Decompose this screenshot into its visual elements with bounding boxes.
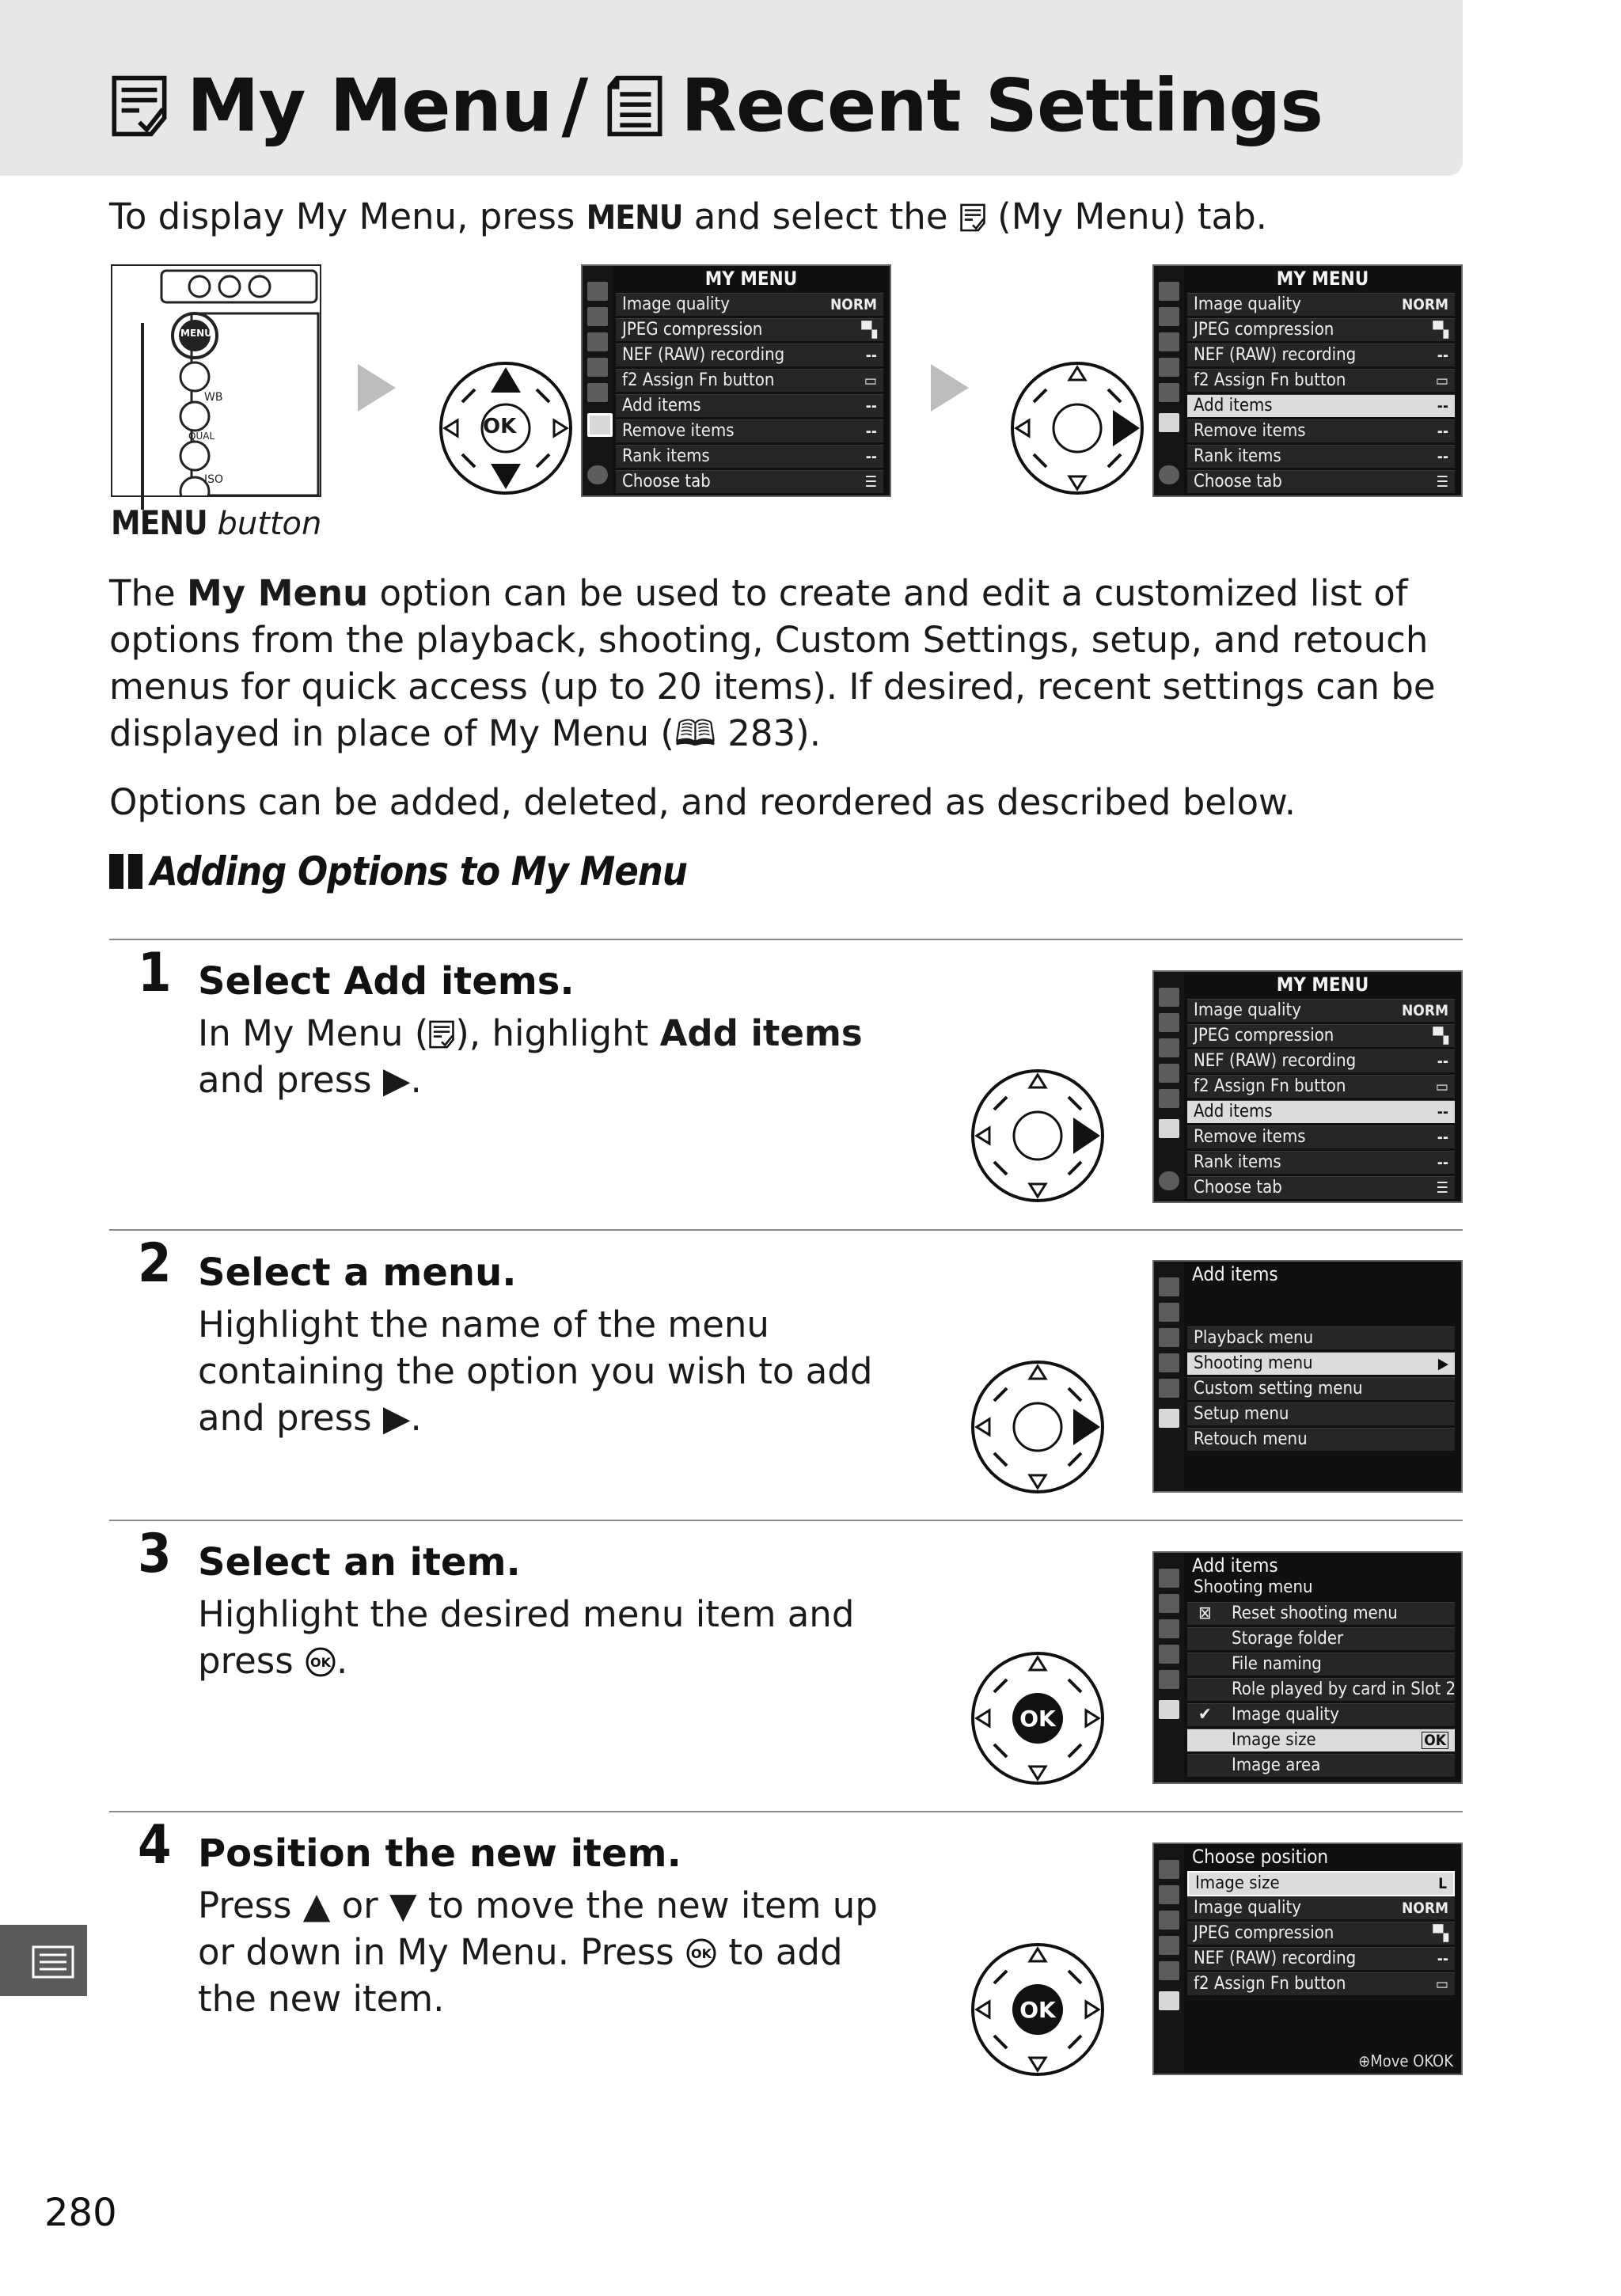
svg-text:OK: OK xyxy=(691,1946,712,1961)
ok-button-icon xyxy=(685,1937,717,1969)
my-menu-icon xyxy=(109,74,169,139)
page-title xyxy=(109,63,1323,148)
lcd-row: Image area xyxy=(1187,1754,1455,1777)
lcd-row: Add items -- xyxy=(616,394,883,417)
lcd-subtitle: Shooting menu xyxy=(1194,1577,1313,1597)
lcd-row: File naming xyxy=(1187,1653,1455,1676)
title-my-menu: My Menu xyxy=(187,63,552,148)
lcd-row: ✔ Image quality xyxy=(1187,1703,1455,1726)
lcd-row: f2 Assign Fn button ▭ xyxy=(616,369,883,392)
lcd-row: Rank items -- xyxy=(1187,445,1455,468)
lcd-title: MY MENU xyxy=(1276,268,1369,290)
lcd-tab-strip xyxy=(1154,972,1184,1201)
lcd-row-highlighted: Add items -- xyxy=(1187,1100,1455,1123)
lcd-row: NEF (RAW) recording -- xyxy=(1187,1049,1455,1072)
lcd-row: JPEG compression ▝▚ xyxy=(1187,318,1455,341)
lcd-row-highlighted: Image size L xyxy=(1187,1871,1455,1896)
step-description: Highlight the name of the menu containing the option you wish to add and press ▶. xyxy=(198,1304,873,1439)
lcd-row: Setup menu xyxy=(1187,1402,1455,1425)
step-number: 4 xyxy=(138,1814,172,1877)
title-separator: / xyxy=(561,63,588,148)
my-menu-tab-icon xyxy=(959,202,986,233)
lcd-row: ⊠ Reset shooting menu xyxy=(1187,1602,1455,1625)
lcd-row: f2 Assign Fn button ▭ xyxy=(1187,1075,1455,1098)
paragraph-options: Options can be added, deleted, and reordered as described below. xyxy=(109,781,1296,823)
lcd-tab-strip xyxy=(1154,1262,1184,1491)
multi-selector-right xyxy=(970,1068,1105,1203)
my-menu-tab-icon xyxy=(428,1019,455,1050)
lcd-row: f2 Assign Fn button ▭ xyxy=(1187,369,1455,392)
lcd-row-highlighted: Image size OK xyxy=(1187,1729,1455,1751)
chapter-tab xyxy=(0,1925,87,1996)
lcd-row: JPEG compression ▝▚ xyxy=(1187,1024,1455,1047)
section-marker-icon xyxy=(109,854,144,889)
lcd-row: Retouch menu xyxy=(1187,1428,1455,1451)
page-number: 280 xyxy=(44,2191,117,2235)
lcd-tab-strip xyxy=(1154,1844,1184,2074)
lcd-tab-strip xyxy=(1154,266,1184,495)
camera-button-iso: ISO xyxy=(204,473,224,486)
sequence-arrow-1 xyxy=(358,364,396,412)
camera-button-wb: WB xyxy=(204,391,223,404)
multi-selector-ok xyxy=(970,1651,1105,1786)
lcd-row: Choose tab ☰ xyxy=(616,470,883,493)
step-title: Select Add items. xyxy=(198,959,575,1004)
lcd-row: Playback menu xyxy=(1187,1326,1455,1349)
lcd-my-menu-1 xyxy=(581,264,891,497)
lcd-row: Image quality NORM xyxy=(1187,1896,1455,1919)
step-number: 3 xyxy=(138,1523,172,1585)
lcd-row-highlighted: Add items -- xyxy=(1187,394,1455,417)
step-title: Select an item. xyxy=(198,1540,521,1584)
step-number: 1 xyxy=(138,942,172,1004)
lcd-row: f2 Assign Fn button ▭ xyxy=(1187,1972,1455,1995)
step-divider xyxy=(109,1229,1463,1231)
step-divider xyxy=(109,1811,1463,1812)
lcd-footer: ⊕Move OKOK xyxy=(1358,2051,1453,2070)
selector-ok-label: OK xyxy=(483,415,517,438)
lcd-row: NEF (RAW) recording -- xyxy=(1187,1947,1455,1970)
lcd-row: Image quality NORM xyxy=(1187,293,1455,316)
step-number: 2 xyxy=(138,1232,172,1295)
lcd-step4-choose-position: Choose position Image size L Image quality NORM JPEG compression ▝▚ NEF (RAW) recording -- f2 Assign Fn button ▭ ⊕Move OKOK xyxy=(1152,1842,1463,2075)
intro-text: To display My Menu, press MENU and select the (My Menu) tab. xyxy=(109,195,1267,237)
lcd-title: MY MENU xyxy=(704,268,798,290)
lcd-step1-my-menu: MY MENU Image quality NORM JPEG compression ▝▚ NEF (RAW) recording -- f2 Assign Fn button ▭ Add items -- Remove items -- Rank items -- Choose tab ☰ xyxy=(1152,970,1463,1203)
page-ref-icon: 🕮 xyxy=(674,712,728,754)
lcd-row: Rank items -- xyxy=(1187,1151,1455,1174)
lcd-row: Choose tab ☰ xyxy=(1187,1176,1455,1199)
lcd-row: Role played by card in Slot 2 xyxy=(1187,1678,1455,1701)
lcd-row: NEF (RAW) recording -- xyxy=(1187,343,1455,366)
lcd-row: Rank items -- xyxy=(616,445,883,468)
svg-text:OK: OK xyxy=(309,1655,331,1670)
callout-line xyxy=(141,323,144,510)
step-divider xyxy=(109,939,1463,940)
lcd-row: Image quality NORM xyxy=(616,293,883,316)
menu-button-caption: MENU button xyxy=(111,503,322,542)
lcd-row: Custom setting menu xyxy=(1187,1377,1455,1400)
camera-button-menu: MENU xyxy=(180,328,212,339)
camera-button-qual: QUAL xyxy=(188,431,215,442)
step-title: Select a menu. xyxy=(198,1250,517,1295)
lcd-tab-strip xyxy=(1154,1553,1184,1782)
lcd-row: NEF (RAW) recording -- xyxy=(616,343,883,366)
multi-selector-right xyxy=(970,1360,1105,1494)
svg-text:OK: OK xyxy=(1019,1706,1056,1732)
step-description: In My Menu ( ), highlight Add items and press ▶. xyxy=(198,1012,863,1101)
recent-settings-icon xyxy=(605,74,665,139)
lcd-row: Remove items -- xyxy=(1187,1125,1455,1148)
lcd-tab-strip xyxy=(583,266,613,495)
menu-word: MENU xyxy=(586,198,683,237)
lcd-step2-add-items: Add items Playback menu Shooting menu ▶ Custom setting menu Setup menu Retouch menu xyxy=(1152,1260,1463,1493)
sequence-arrow-2 xyxy=(931,364,969,412)
section-heading: Adding Options to My Menu xyxy=(109,848,687,894)
title-recent-settings: Recent Settings xyxy=(681,63,1323,148)
lcd-row: Remove items -- xyxy=(616,419,883,442)
svg-text:OK: OK xyxy=(1019,1997,1056,2023)
step-title: Position the new item. xyxy=(198,1831,681,1876)
lcd-row: Choose tab ☰ xyxy=(1187,470,1455,493)
lcd-my-menu-2 xyxy=(1152,264,1463,497)
lcd-row-highlighted: Shooting menu ▶ xyxy=(1187,1352,1455,1375)
lcd-step3-shooting-menu: Add items Shooting menu ⊠ Reset shooting menu Storage folder File naming Role played by card in Slot 2 ✔ Image quality Image size OK Image area xyxy=(1152,1551,1463,1784)
lcd-row: JPEG compression ▝▚ xyxy=(616,318,883,341)
recent-settings-tab-icon xyxy=(0,1925,87,1996)
multi-selector-right xyxy=(1010,361,1145,495)
lcd-row: Storage folder xyxy=(1187,1627,1455,1650)
lcd-row: Image quality NORM xyxy=(1187,999,1455,1022)
lcd-row: Remove items -- xyxy=(1187,419,1455,442)
multi-selector-ok xyxy=(970,1942,1105,2077)
paragraph-my-menu: The My Menu option can be used to create and edit a customized list of options from the playback, shooting, Custom Settings, setup, and retouch menus for quick access (up to 20 items). If desired, recent settings can be displayed in place of My Menu (🕮 283). xyxy=(109,572,1436,754)
step-description: Highlight the desired menu item and press OK . xyxy=(198,1593,855,1682)
lcd-row: JPEG compression ▝▚ xyxy=(1187,1922,1455,1945)
step-description: Press ▲ or ▼ to move the new item up or down in My Menu. Press OK to add the new item. xyxy=(198,1884,878,2020)
step-divider xyxy=(109,1520,1463,1521)
ok-button-icon xyxy=(305,1646,336,1678)
